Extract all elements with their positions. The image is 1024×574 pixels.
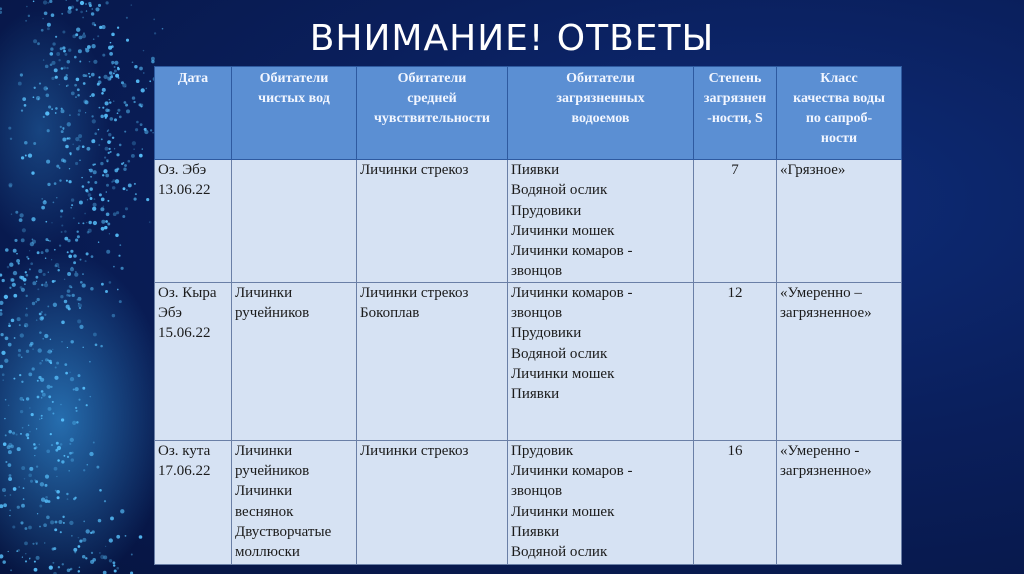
cell-class: «Умеренно - загрязненное» [777,440,902,564]
header-clean-water: Обитатели чистых вод [232,67,357,160]
cell-medium: Личинки стрекоз [357,160,508,283]
table-row [155,440,902,564]
cell-date: Оз. Кыра Эбэ 15.06.22 [155,282,232,440]
header-pollution-degree: Степень загрязнен -ности, S [694,67,777,160]
cell-class: «Умеренно – загрязненное» [777,282,902,440]
header-medium-sensitivity: Обитатели средней чувствительности [357,67,508,160]
cell-date: Оз. Эбэ 13.06.22 [155,160,232,283]
cell-class: «Грязное» [777,160,902,283]
cell-medium: Личинки стрекоз [357,440,508,564]
header-polluted-water: Обитатели загрязненных водоемов [508,67,694,160]
cell-polluted: Личинки комаров - звонцов Прудовики Водяной ослик Личинки мошек Пиявки [508,282,694,440]
cell-medium: Личинки стрекоз Бокоплав [357,282,508,440]
cell-degree: 12 [694,282,777,440]
cell-clean: Личинки ручейников [232,282,357,440]
table-header-row [155,67,902,160]
cell-degree: 7 [694,160,777,283]
cell-degree: 16 [694,440,777,564]
cell-polluted: Пиявки Водяной ослик Прудовики Личинки мошек Личинки комаров - звонцов [508,160,694,283]
cell-clean [232,160,357,283]
header-water-class: Класс качества воды по сапроб- ности [777,67,902,160]
table-row [155,282,902,440]
header-date: Дата [155,67,232,160]
cell-date: Оз. кута 17.06.22 [155,440,232,564]
table-row [155,160,902,283]
page-title: ВНИМАНИЕ! ОТВЕТЫ [309,18,715,59]
answers-table [154,66,902,565]
cell-clean: Личинки ручейников Личинки веснянок Двустворчатые моллюски [232,440,357,564]
cell-polluted: Прудовик Личинки комаров - звонцов Личинки мошек Пиявки Водяной ослик [508,440,694,564]
